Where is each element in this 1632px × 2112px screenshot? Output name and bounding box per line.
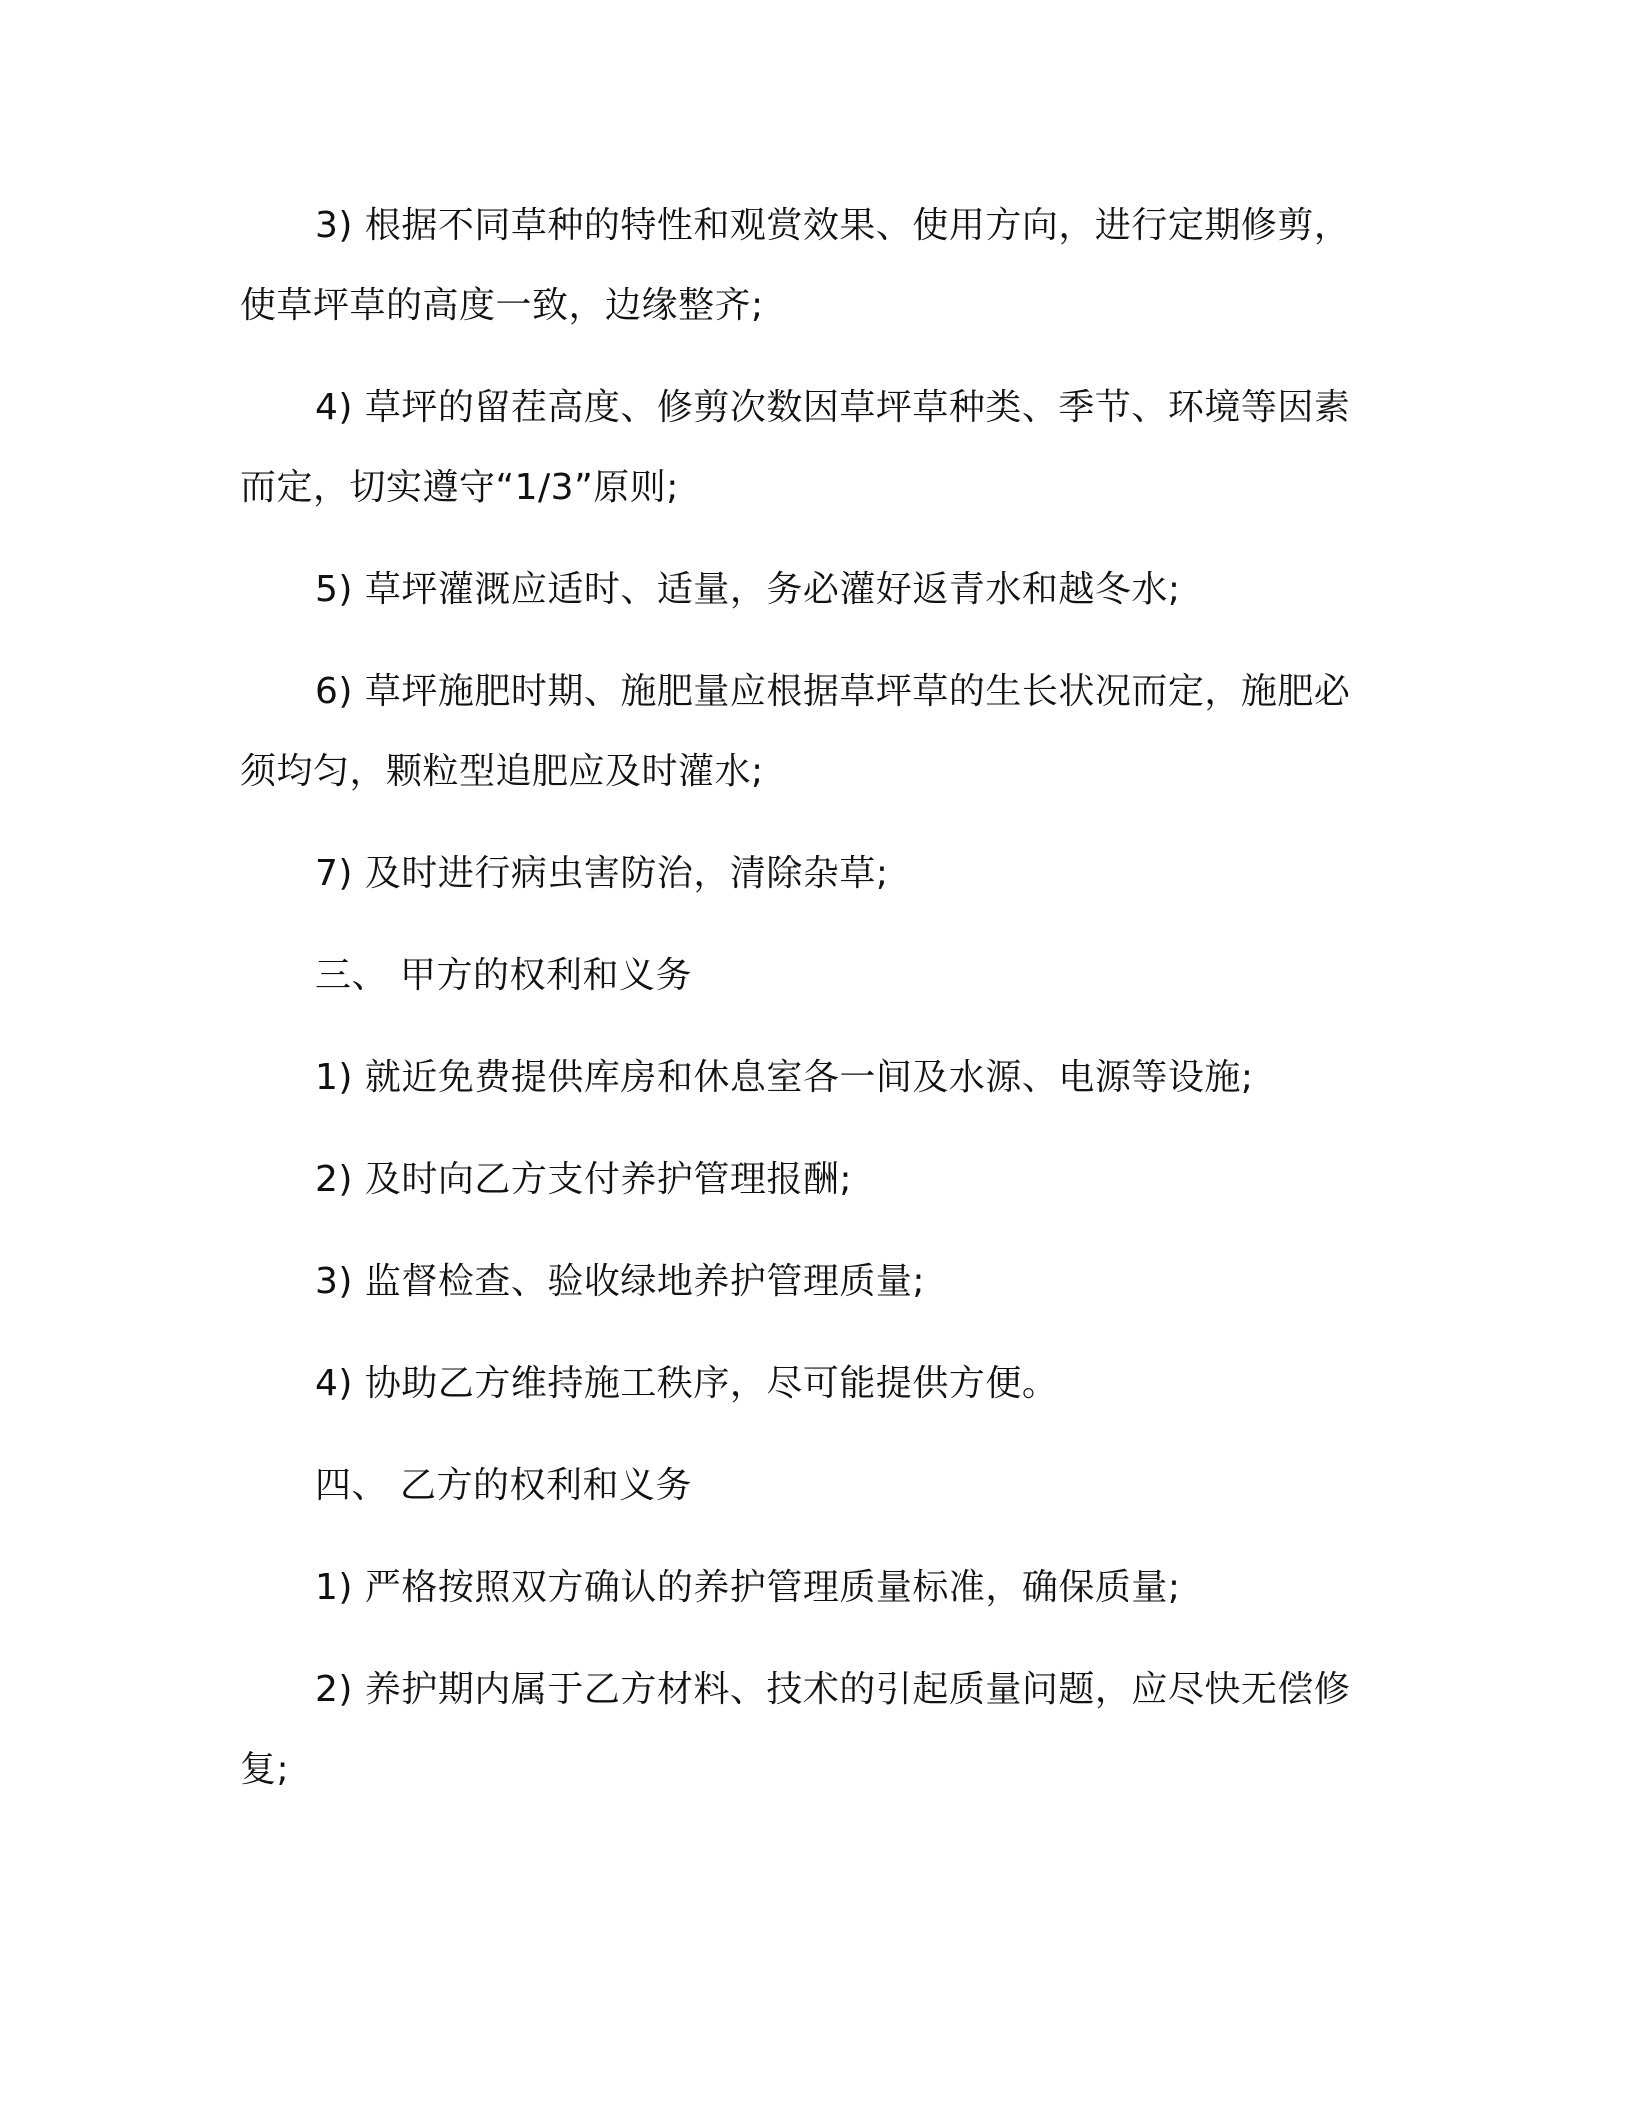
paragraph-party-a-facilities: 1) 就近免费提供库房和休息室各一间及水源、电源等设施; bbox=[315, 1057, 1254, 1098]
paragraph-irrigation: 5) 草坪灌溉应适时、适量，务必灌好返青水和越冬水; bbox=[315, 569, 1181, 610]
section-heading-party-a: 三、 甲方的权利和义务 bbox=[315, 955, 692, 996]
paragraph-pest-control: 7) 及时进行病虫害防治，清除杂草; bbox=[315, 853, 889, 894]
document-body bbox=[240, 186, 1360, 1810]
paragraph-lawn-trimming: 3) 根据不同草种的特性和观赏效果、使用方向，进行定期修剪，使草坪草的高度一致，边缘整齐; bbox=[240, 205, 1351, 326]
paragraph-party-b-repair: 2) 养护期内属于乙方材料、技术的引起质量问题，应尽快无偿修复; bbox=[240, 1669, 1351, 1790]
paragraph-fertilization: 6) 草坪施肥时期、施肥量应根据草坪草的生长状况而定，施肥必须均匀，颗粒型追肥应及时灌水; bbox=[240, 671, 1351, 792]
paragraph-party-a-inspection: 3) 监督检查、验收绿地养护管理质量; bbox=[315, 1261, 926, 1302]
paragraph-party-b-quality: 1) 严格按照双方确认的养护管理质量标准，确保质量; bbox=[315, 1567, 1181, 1608]
paragraph-party-a-assist: 4) 协助乙方维持施工秩序，尽可能提供方便。 bbox=[315, 1363, 1059, 1404]
paragraph-stubble-height: 4) 草坪的留茬高度、修剪次数因草坪草种类、季节、环境等因素而定，切实遵守“1/3”原则; bbox=[240, 387, 1351, 508]
section-heading-party-b: 四、 乙方的权利和义务 bbox=[315, 1465, 692, 1506]
paragraph-party-a-payment: 2) 及时向乙方支付养护管理报酬; bbox=[315, 1159, 853, 1200]
